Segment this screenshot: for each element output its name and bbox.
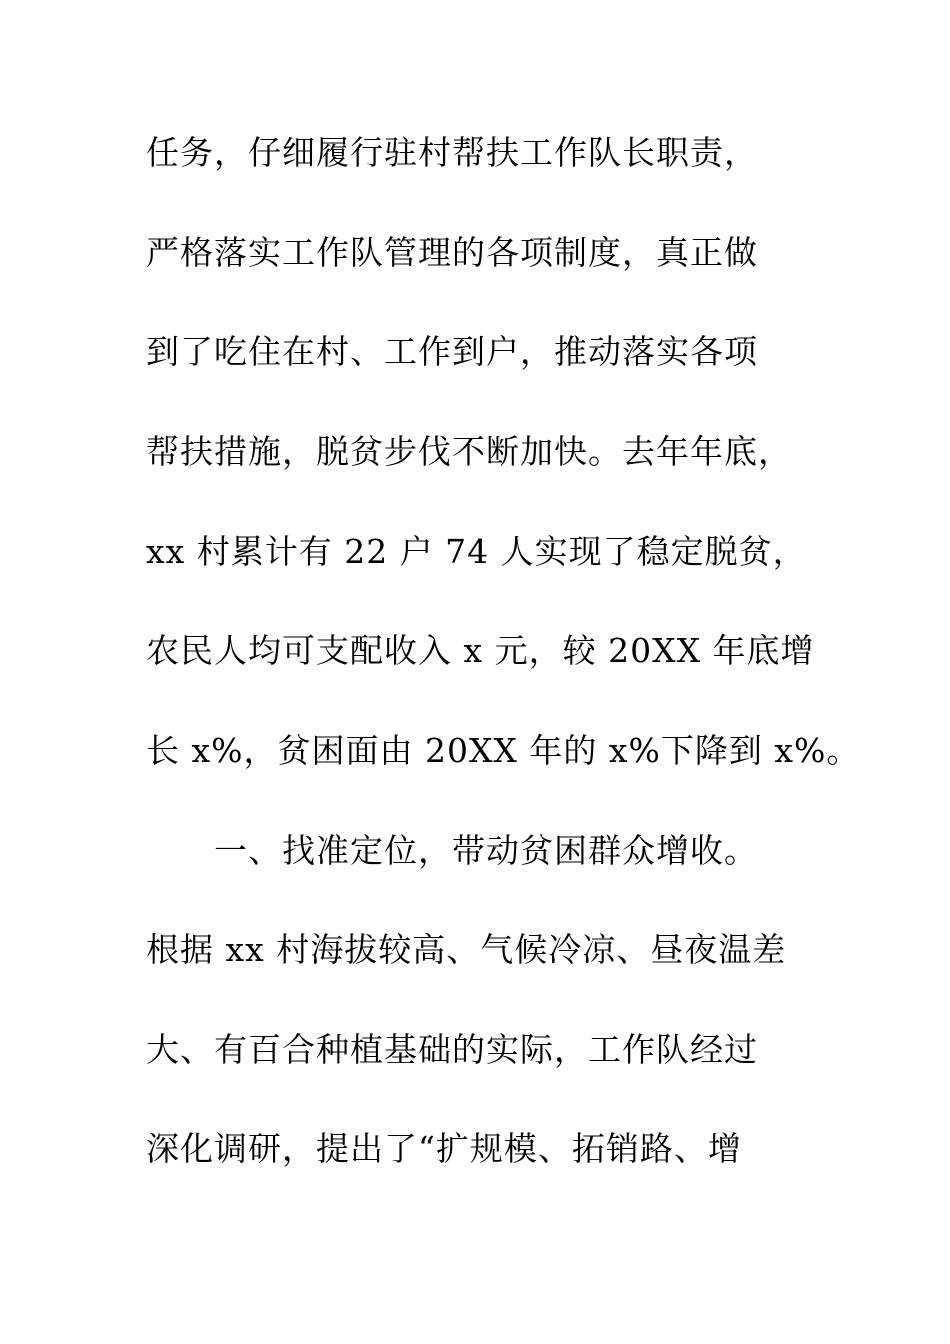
body-text-line: 任务，仔细履行驻村帮扶工作队长职责，	[146, 133, 758, 172]
body-text-line: 根据 xx 村海拔较高、气候冷凉、昼夜温差	[146, 930, 787, 969]
body-text-line: 深化调研，提出了“扩规模、拓销路、增	[146, 1129, 742, 1168]
body-text-line: 严格落实工作队管理的各项制度，真正做	[146, 233, 758, 272]
body-text-line: 大、有百合种植基础的实际，工作队经过	[146, 1030, 758, 1069]
body-text-line: 长 x%，贫困面由 20XX 年的 x%下降到 x%。	[146, 731, 861, 770]
section-heading: 一、找准定位，带动贫困群众增收。	[214, 831, 758, 870]
body-text-line: xx 村累计有 22 户 74 人实现了稳定脱贫，	[146, 532, 807, 571]
body-text-line: 农民人均可支配收入 x 元，较 20XX 年底增	[146, 631, 815, 670]
body-text-line: 帮扶措施，脱贫步伐不断加快。去年年底，	[146, 432, 792, 471]
body-text-line: 到了吃住在村、工作到户，推动落实各项	[146, 332, 758, 371]
